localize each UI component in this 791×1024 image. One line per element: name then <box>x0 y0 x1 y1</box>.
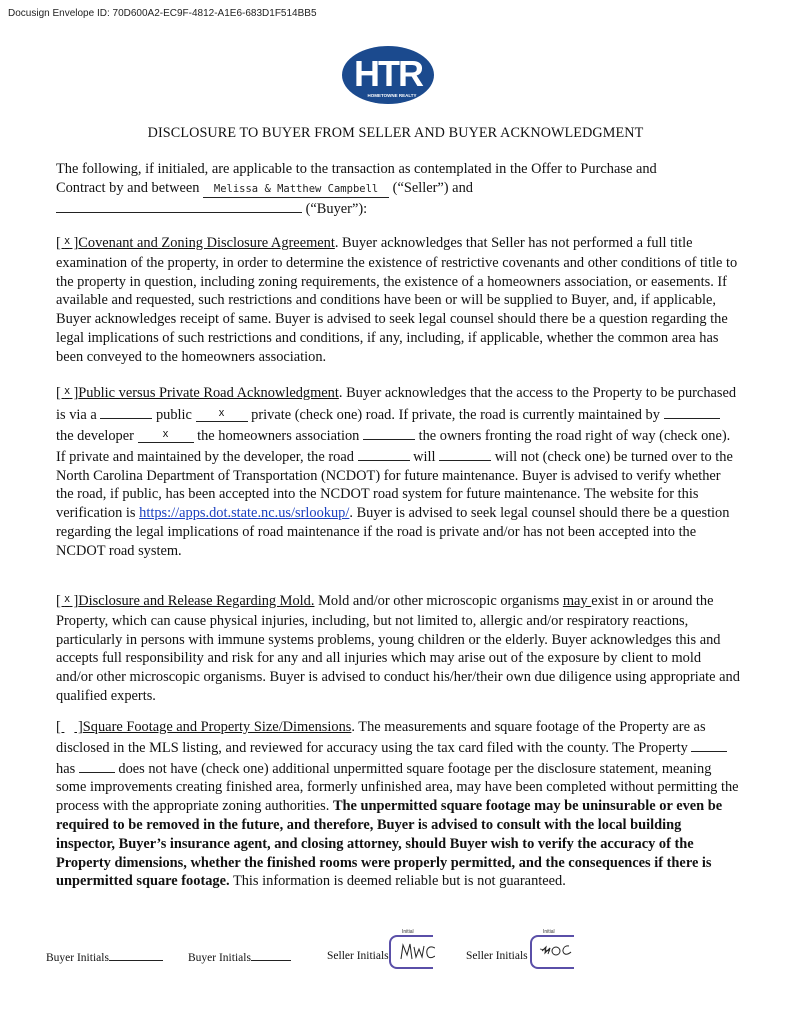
mold-checkbox[interactable]: x <box>64 593 70 605</box>
seller-name-field[interactable]: Melissa & Matthew Campbell <box>203 183 389 198</box>
road-text: . Buyer acknowledges that the access to the Property to be purchased is via a <box>56 385 737 423</box>
initial-box-label: Initial <box>543 929 555 935</box>
road-heading-wrap: [ $^x$ ]Public versus Private Road Acknowledgment <box>56 385 339 401</box>
sqft-text: . The measurements and square footage of the Property are as disclosed in the MLS listing, and reviewed for accuracy using the tax card filed with the county. The Property <box>56 719 706 756</box>
road-heading: Public versus Private Road Acknowledgment <box>78 385 339 401</box>
seller1-initials <box>327 950 389 962</box>
seller2-initials-signature-icon <box>536 939 576 965</box>
sqft-heading: Square Footage and Property Size/Dimensions <box>82 719 352 735</box>
sqft-has-field[interactable] <box>691 737 727 752</box>
svg-text:HTR: HTR <box>354 53 422 94</box>
buyer2-initials-field[interactable] <box>251 950 291 961</box>
mold-may-emphasis: may <box>562 593 592 609</box>
mold-heading-wrap: [ $^x$ ]Disclosure and Release Regarding Mold. <box>56 593 315 609</box>
section-road <box>56 384 740 561</box>
mold-text: exist in or around the Property, which can cause physical injuries, including, but not limited to, allergic and/or respiratory reactions, particularly in persons with immune systems problems, young children or the elderly. Buyer acknowledges this and accepts full responsibility and risk for any and all injuries which may arise out of the exposure by client to mold and/or other microscopic organisms. Buyer is advised to conduct his/her/their own due diligence using appropriate and qualified experts. <box>56 593 740 704</box>
road-checkbox[interactable]: x <box>64 385 70 397</box>
road-text: will <box>409 448 440 465</box>
buyer1-initials <box>46 950 163 964</box>
docusign-envelope-id: Docusign Envelope ID: 70D600A2-EC9F-4812-A1E6-683D1F514BB5 <box>8 8 317 19</box>
road-private-field[interactable]: x <box>196 407 248 422</box>
section-mold <box>56 592 740 706</box>
seller1-initial-box[interactable] <box>389 929 433 969</box>
sqft-heading-wrap: [ ]Square Footage and Property Size/Dimensions <box>56 719 352 735</box>
seller2-initials <box>466 950 528 962</box>
seller1-initials-label: Seller Initials <box>327 950 389 962</box>
sqft-text: does not have (check one) additional unpermitted square footage per the disclosure statement, meaning some improvements creating finished area, formerly unfinished area, may have been completed without permitting the process with the appropriate zoning authorities. <box>56 760 739 815</box>
ncdot-lookup-link[interactable]: https://apps.dot.state.nc.us/srlookup/ <box>139 505 350 522</box>
buyer-name-field[interactable] <box>56 198 302 213</box>
page-title: DISCLOSURE TO BUYER FROM SELLER AND BUYER ACKNOWLEDGMENT <box>147 125 644 141</box>
seller2-initials-label: Seller Initials <box>466 950 528 962</box>
sqft-has-not-field[interactable] <box>79 758 115 773</box>
covenant-heading: Covenant and Zoning Disclosure Agreement <box>78 235 335 251</box>
svg-text:HOMETOWNE REALTY: HOMETOWNE REALTY <box>367 93 417 98</box>
road-text: . Buyer is advised to seek legal counsel should there be a question regarding the legal implications of road maintenance if the road is private and/or has not been accepted into the NCDOT road system. <box>56 505 730 559</box>
road-public-field[interactable] <box>100 404 152 419</box>
road-hoa-field[interactable]: x <box>138 428 194 443</box>
intro-paragraph <box>56 160 740 219</box>
road-text: the owners fronting the road right of way (check one). If private and maintained by the developer, the road <box>56 427 731 465</box>
buyer-label: (“Buyer”): <box>302 200 368 217</box>
intro-line2-prefix: Contract by and between <box>56 179 204 196</box>
seller2-initial-box[interactable] <box>530 929 574 969</box>
section-square-footage <box>56 718 740 891</box>
mold-heading: Disclosure and Release Regarding Mold. <box>78 593 315 609</box>
htr-logo <box>340 44 436 106</box>
htr-logo-icon <box>340 44 436 106</box>
initial-box-label: Initial <box>402 929 414 935</box>
sqft-text: This information is deemed reliable but is not guaranteed. <box>229 873 566 890</box>
road-will-field[interactable] <box>358 446 410 461</box>
buyer2-initials <box>188 950 291 964</box>
buyer1-initials-field[interactable] <box>109 950 163 961</box>
covenant-body: . Buyer acknowledges that Seller has not performed a full title examination of the property, in order to determine the existence of restrictive covenants and other conditions of title to the property in question, including zoning requirements, the existence of a homeowners association, or easements. If available and requested, such restrictions and conditions have been or will be supplied to Buyer, and, if applicable, Buyer acknowledges receipt of same. Buyer is advised to seek legal counsel should there be a question regarding the legal implications of such restrictions and conditions, if any, including, if applicable, whether the common area has been conveyed to the homeowners association. <box>56 235 738 365</box>
road-developer-field[interactable] <box>664 404 720 419</box>
seller-label: (“Seller”) and <box>389 179 473 196</box>
mold-text: Mold and/or other microscopic organisms <box>314 593 563 609</box>
intro-line1: The following, if initialed, are applicable to the transaction as contemplated in the Offer to Purchase and <box>56 161 657 177</box>
buyer2-initials-label: Buyer Initials <box>188 952 251 964</box>
road-text: the homeowners association <box>193 427 363 444</box>
road-text: private (check one) road. If private, the road is currently maintained by <box>247 406 664 423</box>
road-text: public <box>152 406 196 423</box>
seller1-initials-signature-icon <box>395 939 435 965</box>
road-will-not-field[interactable] <box>439 446 491 461</box>
road-text: will not (check one) be turned over to the North Carolina Department of Transportation (NCDOT) for future maintenance. Buyer is advised to verify whether the road, if public, has been accepted into the NCDOT road system for future maintenance. The website for this verification is <box>56 448 733 522</box>
road-owners-field[interactable] <box>363 425 415 440</box>
buyer1-initials-label: Buyer Initials <box>46 952 109 964</box>
section-covenant <box>56 234 740 367</box>
sqft-bold-warning: The unpermitted square footage may be uninsurable or even be required to be removed in the future, and therefore, Buyer is advised to consult with the local building inspector, Buyer’s insurance agent, and closing attorney, should Buyer wish to verify the accuracy of the Property dimensions, whether the finished rooms were properly permitted, and the consequences if there is unpermitted square footage. <box>56 798 723 890</box>
covenant-checkbox[interactable]: x <box>64 235 70 247</box>
covenant-heading-wrap: [ $^x$ ]Covenant and Zoning Disclosure Agreement <box>56 235 335 251</box>
road-text: the developer <box>56 427 138 444</box>
sqft-text: has <box>56 760 79 777</box>
